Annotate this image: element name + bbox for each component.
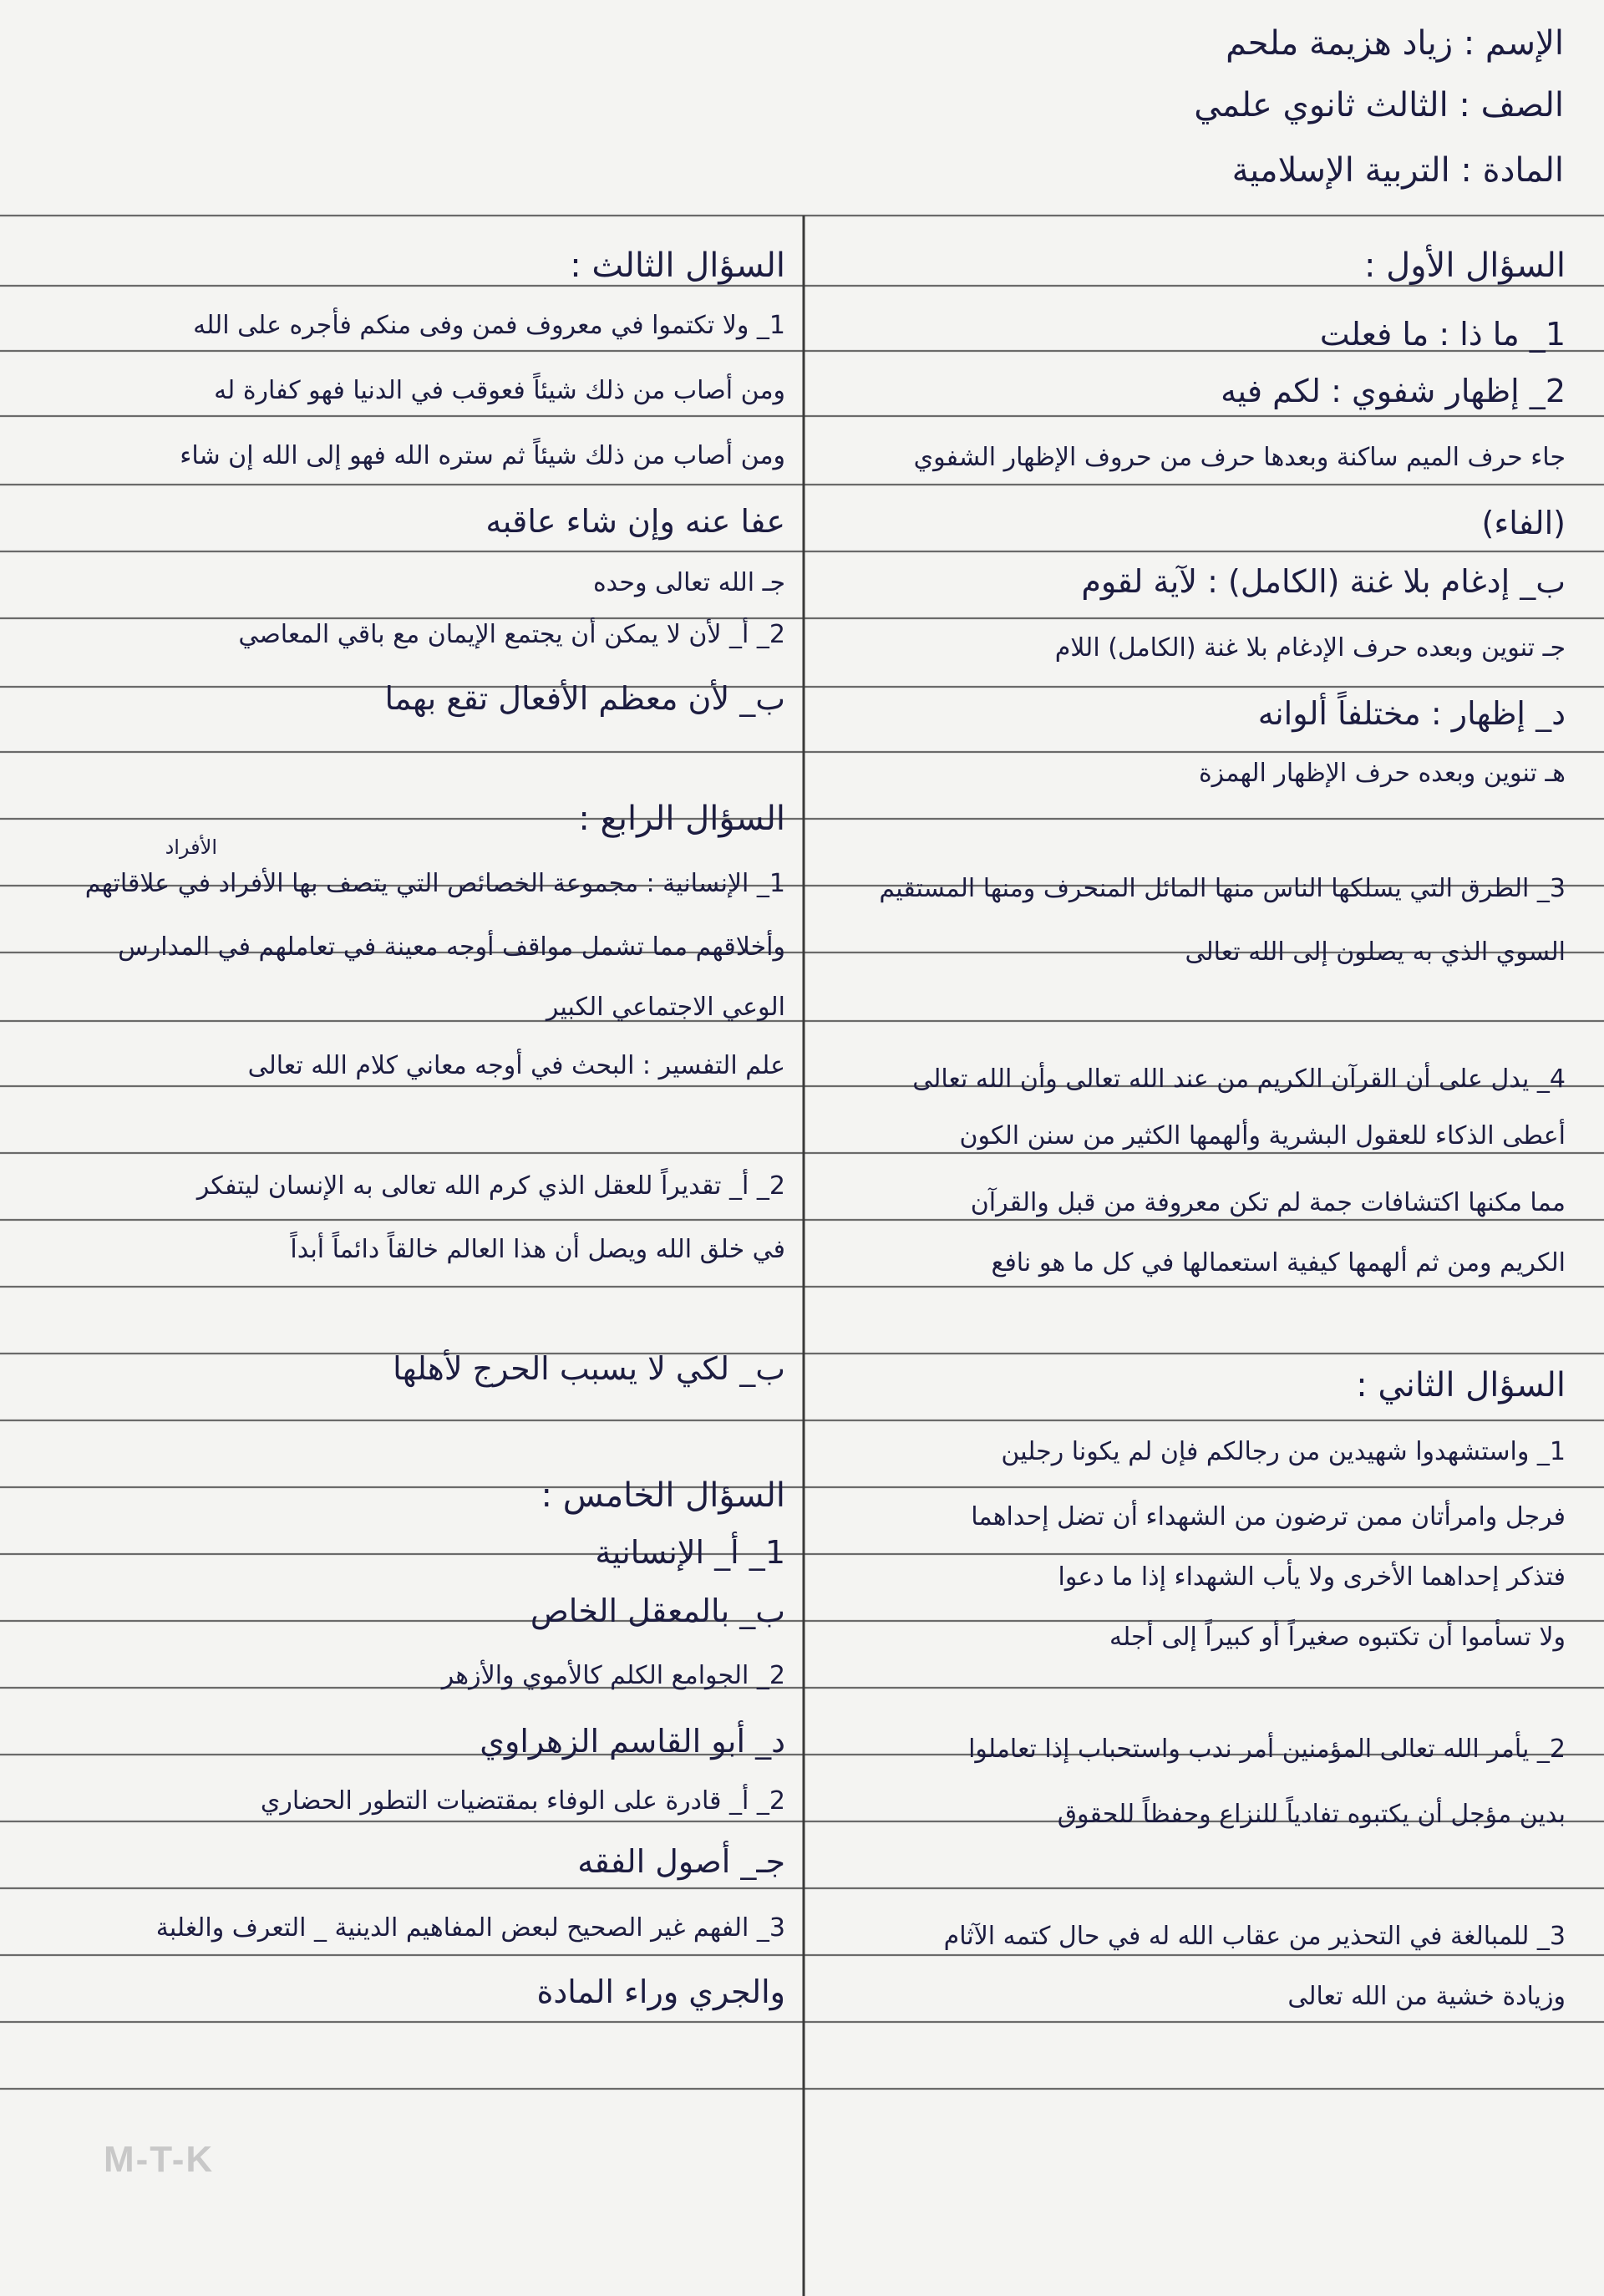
right-line-13: أعطى الذكاء للعقول البشرية وألهمها الكثير من سنن الكون [959, 1121, 1566, 1151]
student-grade: الصف : الثالث ثانوي علمي [1194, 86, 1564, 124]
right-line-1: السؤال الأول : [1363, 246, 1566, 285]
left-line-4: ومن أصاب من ذلك شيئاً ثم ستره الله فهو إلى الله إن شاء [180, 441, 785, 470]
right-line-23: 3_ للمبالغة في التحذير من عقاب الله له في حال كتمه الآثام [943, 1922, 1566, 1951]
left-line-21: 2_ الجوامع الكلم كالأموي والأزهر [441, 1661, 785, 1690]
left-line-17: ب_ لكي لا يسبب الحرج لأهلها [393, 1350, 785, 1387]
left-line-13: الوعي الاجتماعي الكبير [546, 993, 785, 1022]
right-line-20: ولا تسأموا أن تكتبوه صغيراً أو كبيراً إلى أجله [1109, 1623, 1566, 1652]
left-line-9: السؤال الرابع : [578, 800, 785, 838]
right-line-19: فتذكر إحداهما الأخرى ولا يأب الشهداء إذا ما دعوا [1058, 1562, 1566, 1592]
left-line-3: ومن أصاب من ذلك شيئاً فعوقب في الدنيا فهو كفارة له [214, 376, 785, 405]
right-line-15: الكريم ومن ثم ألهمها كيفية استعمالها في كل ما هو نافع [991, 1248, 1566, 1278]
left-line-7: 2_ أ_ لأن لا يمكن أن يجتمع الإيمان مع باقي المعاصي [238, 620, 785, 649]
left-line-8: ب_ لأن معظم الأفعال تقع بهما [384, 680, 785, 717]
right-line-4: جاء حرف الميم ساكنة وبعدها حرف من حروف الإظهار الشفوي [913, 443, 1566, 472]
right-line-18: فرجل وامرأتان ممن ترضون من الشهداء أن تضل إحداهما [971, 1502, 1566, 1532]
left-line-20: ب_ بالمعقل الخاص [530, 1592, 785, 1629]
left-line-14: علم التفسير : البحث في أوجه معاني كلام الله تعالى [247, 1051, 785, 1080]
right-line-17: 1_ واستشهدوا شهيدين من رجالكم فإن لم يكونا رجلين [1001, 1437, 1566, 1466]
right-line-3: 2_ إظهار شفوي : لكم فيه [1221, 373, 1566, 409]
left-line-26: والجري وراء المادة [536, 1973, 785, 2010]
right-line-9: هـ تنوين وبعده حرف الإظهار الهمزة [1198, 759, 1566, 788]
left-line-18: السؤال الخامس : [541, 1476, 785, 1515]
right-line-6: ب_ إدغام بلا غنة (الكامل) : لآية لقوم [1081, 563, 1566, 600]
right-line-2: 1_ ما ذا : ما فعلت [1319, 316, 1566, 353]
left-line-11: 1_ الإنسانية : مجموعة الخصائص التي يتصف بها الأفراد في علاقاتهم [84, 869, 785, 898]
left-line-2: 1_ ولا تكتموا في معروف فمن وفى منكم فأجره على الله [193, 311, 785, 340]
right-line-24: وزيادة خشية من الله تعالى [1287, 1982, 1566, 2011]
left-line-6: جـ الله تعالى وحده [592, 568, 785, 597]
right-line-12: 4_ يدل على أن القرآن الكريم من عند الله تعالى وأن الله تعالى [912, 1064, 1566, 1094]
left-line-1: السؤال الثالث : [570, 246, 785, 285]
left-line-25: 3_ الفهم غير الصحيح لبعض المفاهيم الدينية _ التعرف والغلبة [155, 1913, 785, 1943]
right-line-7: جـ تنوين وبعده حرف الإدغام بلا غنة (الكامل) اللام [1054, 633, 1566, 663]
left-line-12: وأخلاقهم مما تشمل مواقف أوجه معينة في تعاملهم في المدارس [118, 932, 785, 962]
right-line-10: 3_ الطرق التي يسلكها الناس منها المائل المنحرف ومنها المستقيم [879, 874, 1566, 903]
right-line-22: بدين مؤجل أن يكتبوه تفادياً للنزاع وحفظاً للحقوق [1057, 1800, 1566, 1829]
right-line-16: السؤال الثاني : [1356, 1366, 1566, 1405]
left-line-22: د_ أبو القاسم الزهراوي [480, 1723, 785, 1760]
left-line-15: 2_ أ_ تقديراً للعقل الذي كرم الله تعالى به الإنسان ليتفكر [196, 1171, 785, 1201]
watermark: M-T-K [104, 2139, 215, 2180]
left-line-19: 1_ أ_ الإنسانية [595, 1534, 785, 1571]
left-line-24: جـ_ أصول الفقه [577, 1843, 785, 1880]
subject: المادة : التربية الإسلامية [1231, 151, 1564, 190]
right-line-8: د_ إظهار : مختلفاً ألوانه [1257, 695, 1566, 732]
student-name: الإسم : زياد هزيمة ملحم [1226, 24, 1564, 63]
left-line-5: عفا عنه وإن شاء عاقبه [485, 503, 785, 540]
right-line-14: مما مكنها اكتشافات جمة لم تكن معروفة من قبل والقرآن [970, 1188, 1566, 1217]
left-line-16: في خلق الله ويصل أن هذا العالم خالقاً دائماً أبداً [290, 1235, 785, 1264]
left-line-10: الأفراد [165, 836, 217, 859]
right-line-21: 2_ يأمر الله تعالى المؤمنين أمر ندب واستحباب إذا تعاملوا [968, 1735, 1566, 1764]
right-line-5: (الفاء) [1481, 505, 1566, 541]
right-line-11: السوي الذي به يصلون إلى الله تعالى [1185, 937, 1566, 967]
left-line-23: 2_ أ_ قادرة على الوفاء بمقتضيات التطور الحضاري [260, 1786, 785, 1816]
